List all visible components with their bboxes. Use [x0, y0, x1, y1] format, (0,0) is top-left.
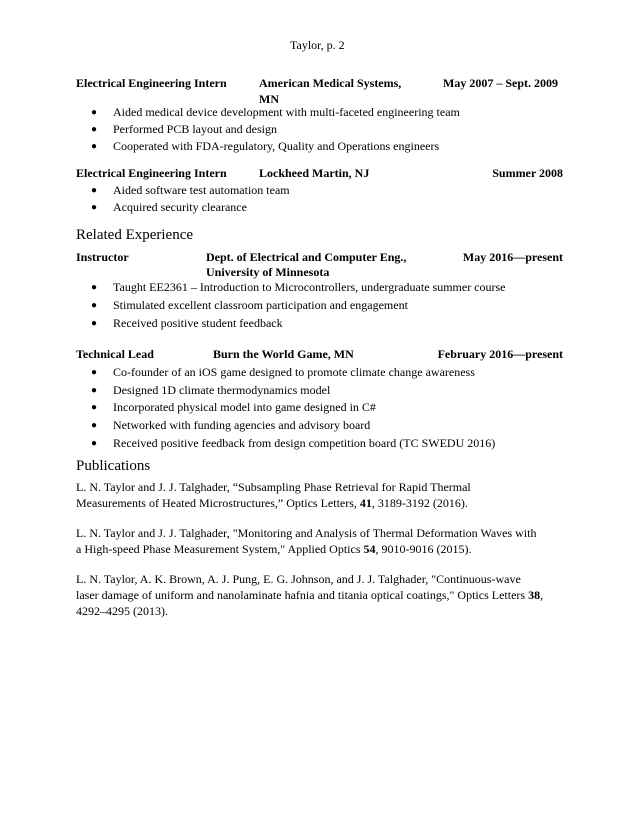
bullet-icon: ●: [91, 420, 98, 431]
bullet-icon: ●: [91, 282, 98, 293]
publication-line: 4292–4295 (2013).: [76, 604, 168, 618]
bullet-icon: ●: [91, 185, 98, 196]
bullet-icon: ●: [91, 438, 98, 449]
bullet-icon: ●: [91, 367, 98, 378]
job-bullet: Aided medical device development with multi-faceted engineering team: [113, 105, 460, 119]
job-title: Electrical Engineering Intern: [76, 76, 227, 90]
publication-line: a High-speed Phase Measurement System," Applied Optics 54, 9010-9016 (2015).: [76, 542, 472, 556]
related-bullet: Networked with funding agencies and advisory board: [113, 418, 371, 432]
publication-line: Measurements of Heated Microstructures,” Optics Letters, 41, 3189-3192 (2016).: [76, 496, 468, 510]
bullet-icon: ●: [91, 107, 98, 118]
job-title: Electrical Engineering Intern: [76, 166, 227, 180]
publication-line: laser damage of uniform and nanolaminate hafnia and titania optical coatings," Optics Letters 38,: [76, 588, 544, 602]
related-employer-line2: University of Minnesota: [206, 265, 330, 279]
section-heading-publications: Publications: [76, 458, 151, 474]
job-dates: May 2007 – Sept. 2009: [443, 76, 558, 90]
page-label: Taylor, p. 2: [290, 38, 345, 52]
bullet-icon: ●: [91, 402, 98, 413]
job-bullet: Cooperated with FDA-regulatory, Quality and Operations engineers: [113, 139, 440, 153]
related-dates: February 2016—present: [437, 347, 563, 361]
publication-volume: 54: [363, 542, 376, 556]
job-bullet: Acquired security clearance: [113, 200, 247, 214]
related-bullet: Taught EE2361 – Introduction to Microcontrollers, undergraduate summer course: [113, 280, 506, 294]
bullet-icon: ●: [91, 300, 98, 311]
job-bullet: Performed PCB layout and design: [113, 122, 277, 136]
job-dates: Summer 2008: [492, 166, 563, 180]
related-bullet: Received positive student feedback: [113, 316, 283, 330]
publication-line: L. N. Taylor and J. J. Talghader, “Subsampling Phase Retrieval for Rapid Thermal: [76, 480, 471, 494]
related-bullet: Incorporated physical model into game designed in C#: [113, 400, 376, 414]
related-employer: Burn the World Game, MN: [213, 347, 354, 361]
related-bullet: Received positive feedback from design competition board (TC SWEDU 2016): [113, 436, 496, 450]
job-employer-location: MN: [259, 92, 279, 106]
job-employer: American Medical Systems,: [259, 76, 402, 90]
publication-volume: 41: [359, 496, 372, 510]
bullet-icon: ●: [91, 318, 98, 329]
related-employer: Dept. of Electrical and Computer Eng.,: [206, 250, 407, 264]
bullet-icon: ●: [91, 202, 98, 213]
bullet-icon: ●: [91, 141, 98, 152]
section-heading-related: Related Experience: [76, 227, 194, 243]
bullet-icon: ●: [91, 385, 98, 396]
bullet-icon: ●: [91, 124, 98, 135]
job-bullet: Aided software test automation team: [113, 183, 290, 197]
publication-line: L. N. Taylor, A. K. Brown, A. J. Pung, E. G. Johnson, and J. J. Talghader, "Continuous-wave: [76, 572, 521, 586]
publication-line: L. N. Taylor and J. J. Talghader, "Monitoring and Analysis of Thermal Deformation Waves with: [76, 526, 537, 540]
related-title: Instructor: [76, 250, 129, 264]
publication-volume: 38: [528, 588, 541, 602]
related-bullet: Designed 1D climate thermodynamics model: [113, 383, 331, 397]
related-bullet: Stimulated excellent classroom participation and engagement: [113, 298, 408, 312]
related-title: Technical Lead: [76, 347, 154, 361]
job-employer: Lockheed Martin, NJ: [259, 166, 370, 180]
related-bullet: Co-founder of an iOS game designed to promote climate change awareness: [113, 365, 475, 379]
related-dates: May 2016—present: [462, 250, 563, 264]
